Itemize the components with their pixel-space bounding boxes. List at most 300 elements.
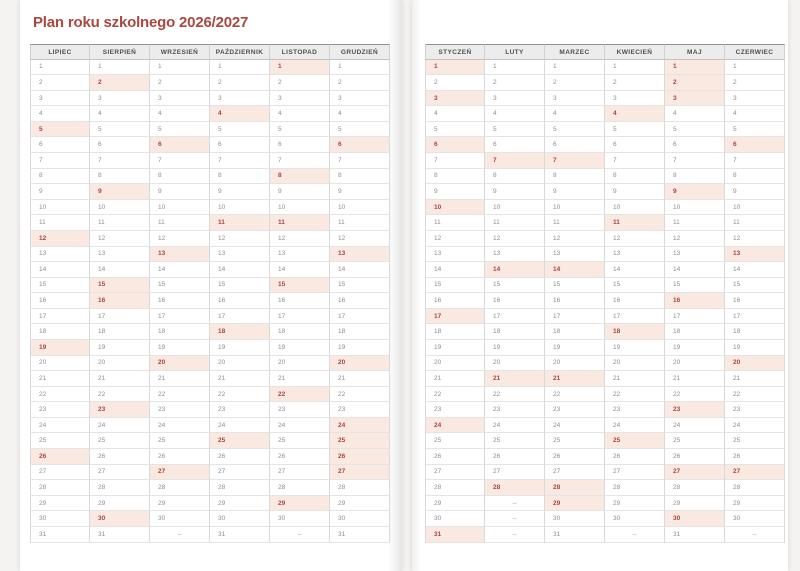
day-cell: 18 (485, 324, 545, 340)
month-header: LISTOPAD (270, 44, 330, 60)
day-cell: 16 (545, 293, 605, 309)
day-cell: 9 (90, 184, 150, 200)
day-cell: 14 (90, 262, 150, 278)
day-cell: 8 (330, 169, 390, 185)
day-cell: 5 (665, 122, 725, 138)
day-cell: 1 (210, 60, 270, 76)
day-cell: 25 (270, 433, 330, 449)
day-cell: 2 (545, 75, 605, 91)
day-cell: 4 (485, 106, 545, 122)
day-cell: 5 (605, 122, 665, 138)
day-cell: 22 (425, 387, 485, 403)
day-cell: 20 (665, 356, 725, 372)
day-cell: 31 (330, 527, 390, 543)
day-cell: 16 (605, 293, 665, 309)
day-cell: 3 (330, 91, 390, 107)
day-cell: 31 (90, 527, 150, 543)
day-cell: 25 (665, 433, 725, 449)
day-cell: 20 (330, 356, 390, 372)
day-cell: 27 (605, 465, 665, 481)
day-cell: 27 (150, 465, 210, 481)
day-cell: 28 (485, 480, 545, 496)
day-cell: 22 (30, 387, 90, 403)
day-cell: 10 (210, 200, 270, 216)
day-cell: 24 (605, 418, 665, 434)
day-cell: 10 (270, 200, 330, 216)
day-cell: 22 (545, 387, 605, 403)
day-cell: 4 (330, 106, 390, 122)
day-cell: 27 (90, 465, 150, 481)
day-cell: 6 (210, 137, 270, 153)
day-cell: 13 (485, 247, 545, 263)
day-cell: 12 (270, 231, 330, 247)
day-cell: 25 (725, 433, 785, 449)
day-cell: 4 (425, 106, 485, 122)
day-cell: 24 (90, 418, 150, 434)
day-cell: 27 (485, 465, 545, 481)
day-cell: 25 (425, 433, 485, 449)
day-cell: 5 (150, 122, 210, 138)
day-cell: 22 (210, 387, 270, 403)
day-cell: 11 (665, 215, 725, 231)
day-cell: 12 (210, 231, 270, 247)
month-header: LUTY (485, 44, 545, 60)
day-cell: 6 (150, 137, 210, 153)
day-cell: 20 (150, 356, 210, 372)
day-cell: 20 (485, 356, 545, 372)
day-cell: 5 (725, 122, 785, 138)
day-cell: 24 (485, 418, 545, 434)
day-cell: 25 (605, 433, 665, 449)
day-cell: 18 (665, 324, 725, 340)
day-cell: 23 (30, 402, 90, 418)
day-cell: 4 (30, 106, 90, 122)
day-cell: 11 (270, 215, 330, 231)
day-cell: 11 (30, 215, 90, 231)
day-cell: 4 (270, 106, 330, 122)
day-cell: 12 (725, 231, 785, 247)
day-cell: 30 (150, 511, 210, 527)
day-cell: 31 (665, 527, 725, 543)
day-cell: 3 (90, 91, 150, 107)
day-cell: 14 (485, 262, 545, 278)
day-cell: 18 (210, 324, 270, 340)
day-cell: 15 (210, 278, 270, 294)
day-cell: 17 (30, 309, 90, 325)
day-cell: 22 (330, 387, 390, 403)
day-cell: 30 (725, 511, 785, 527)
day-cell: 30 (30, 511, 90, 527)
day-cell: 8 (485, 169, 545, 185)
day-cell: 14 (425, 262, 485, 278)
day-cell: 29 (605, 496, 665, 512)
day-cell: 14 (210, 262, 270, 278)
day-cell: 24 (150, 418, 210, 434)
month-header: STYCZEŃ (425, 44, 485, 60)
month-header: MAJ (665, 44, 725, 60)
day-cell: 21 (270, 371, 330, 387)
day-cell: 20 (605, 356, 665, 372)
day-cell: 2 (605, 75, 665, 91)
day-cell: 1 (270, 60, 330, 76)
day-cell: 20 (725, 356, 785, 372)
day-cell: 23 (545, 402, 605, 418)
day-cell: 11 (210, 215, 270, 231)
day-cell: 4 (545, 106, 605, 122)
day-cell: 22 (485, 387, 545, 403)
day-cell: 19 (485, 340, 545, 356)
day-cell: 13 (90, 247, 150, 263)
day-cell: 26 (605, 449, 665, 465)
day-cell: 1 (605, 60, 665, 76)
day-cell: 20 (90, 356, 150, 372)
day-cell: – (270, 527, 330, 543)
day-cell: 29 (270, 496, 330, 512)
day-cell: 10 (545, 200, 605, 216)
day-cell: 21 (485, 371, 545, 387)
day-cell: 30 (605, 511, 665, 527)
day-cell: 7 (90, 153, 150, 169)
day-cell: 26 (90, 449, 150, 465)
day-cell: 3 (725, 91, 785, 107)
day-cell: 4 (150, 106, 210, 122)
day-cell: 18 (725, 324, 785, 340)
day-cell: 28 (665, 480, 725, 496)
day-cell: 7 (30, 153, 90, 169)
day-cell: 24 (665, 418, 725, 434)
day-cell: 1 (90, 60, 150, 76)
day-cell: 21 (150, 371, 210, 387)
day-cell: 30 (545, 511, 605, 527)
day-cell: 18 (425, 324, 485, 340)
day-cell: 26 (150, 449, 210, 465)
day-cell: 30 (210, 511, 270, 527)
day-cell: 2 (270, 75, 330, 91)
day-cell: 24 (425, 418, 485, 434)
day-cell: 16 (725, 293, 785, 309)
day-cell: 28 (270, 480, 330, 496)
day-cell: 23 (90, 402, 150, 418)
day-cell: 3 (665, 91, 725, 107)
day-cell: 14 (270, 262, 330, 278)
day-cell: 2 (665, 75, 725, 91)
day-cell: 12 (665, 231, 725, 247)
day-cell: 21 (210, 371, 270, 387)
day-cell: 24 (330, 418, 390, 434)
day-cell: 28 (150, 480, 210, 496)
day-cell: 20 (210, 356, 270, 372)
day-cell: 25 (210, 433, 270, 449)
day-cell: 2 (485, 75, 545, 91)
day-cell: 25 (90, 433, 150, 449)
day-cell: 19 (330, 340, 390, 356)
month-header: SIERPIEŃ (90, 44, 150, 60)
day-cell: 17 (425, 309, 485, 325)
day-cell: 29 (665, 496, 725, 512)
day-cell: 15 (665, 278, 725, 294)
day-cell: 13 (545, 247, 605, 263)
day-cell: 9 (30, 184, 90, 200)
calendar-jan-jun (425, 44, 785, 543)
day-cell: 7 (725, 153, 785, 169)
day-cell: 13 (425, 247, 485, 263)
day-cell: 28 (90, 480, 150, 496)
day-cell: 7 (485, 153, 545, 169)
day-cell: 21 (30, 371, 90, 387)
day-cell: 27 (270, 465, 330, 481)
day-cell: 10 (665, 200, 725, 216)
day-cell: 18 (150, 324, 210, 340)
day-cell: 22 (725, 387, 785, 403)
day-cell: 17 (605, 309, 665, 325)
day-cell: 26 (725, 449, 785, 465)
day-cell: 3 (485, 91, 545, 107)
day-cell: 4 (90, 106, 150, 122)
day-cell: 31 (425, 527, 485, 543)
day-cell: 26 (210, 449, 270, 465)
day-cell: 6 (270, 137, 330, 153)
day-cell: 8 (90, 169, 150, 185)
day-cell: 25 (330, 433, 390, 449)
day-cell: 15 (545, 278, 605, 294)
day-cell: 3 (425, 91, 485, 107)
day-cell: 24 (30, 418, 90, 434)
day-cell: 6 (90, 137, 150, 153)
day-cell: 12 (605, 231, 665, 247)
day-cell: 30 (665, 511, 725, 527)
day-cell: 3 (270, 91, 330, 107)
day-cell: 13 (270, 247, 330, 263)
day-cell: 15 (725, 278, 785, 294)
day-cell: 29 (545, 496, 605, 512)
day-cell: 13 (30, 247, 90, 263)
day-cell: 30 (270, 511, 330, 527)
day-cell: 4 (605, 106, 665, 122)
day-cell: 22 (605, 387, 665, 403)
day-cell: 11 (725, 215, 785, 231)
day-cell: 15 (270, 278, 330, 294)
day-cell: 9 (150, 184, 210, 200)
day-cell: 14 (150, 262, 210, 278)
month-header: KWIECIEŃ (605, 44, 665, 60)
day-cell: 21 (90, 371, 150, 387)
day-cell: 11 (150, 215, 210, 231)
day-cell: 9 (485, 184, 545, 200)
day-cell: 4 (210, 106, 270, 122)
day-cell: 12 (425, 231, 485, 247)
day-cell: 26 (330, 449, 390, 465)
day-cell: 10 (725, 200, 785, 216)
day-cell: 30 (425, 511, 485, 527)
day-cell: 14 (665, 262, 725, 278)
day-cell: 21 (330, 371, 390, 387)
day-cell: 19 (30, 340, 90, 356)
day-cell: 12 (485, 231, 545, 247)
month-header: CZERWIEC (725, 44, 785, 60)
day-cell: 13 (150, 247, 210, 263)
day-cell: 27 (30, 465, 90, 481)
day-cell: 26 (485, 449, 545, 465)
day-cell: 5 (30, 122, 90, 138)
day-cell: 29 (210, 496, 270, 512)
day-cell: 9 (330, 184, 390, 200)
day-cell: 7 (425, 153, 485, 169)
day-cell: 6 (605, 137, 665, 153)
day-cell: 1 (485, 60, 545, 76)
day-cell: 23 (330, 402, 390, 418)
day-cell: 25 (485, 433, 545, 449)
day-cell: 26 (545, 449, 605, 465)
day-cell: 28 (725, 480, 785, 496)
day-cell: 7 (150, 153, 210, 169)
day-cell: 31 (210, 527, 270, 543)
day-cell: 20 (425, 356, 485, 372)
day-cell: 17 (725, 309, 785, 325)
day-cell: – (150, 527, 210, 543)
day-cell: 11 (90, 215, 150, 231)
day-cell: 15 (150, 278, 210, 294)
day-cell: 23 (425, 402, 485, 418)
day-cell: 23 (210, 402, 270, 418)
day-cell: 7 (605, 153, 665, 169)
day-cell: 16 (425, 293, 485, 309)
day-cell: 21 (665, 371, 725, 387)
day-cell: 19 (425, 340, 485, 356)
day-cell: 23 (605, 402, 665, 418)
day-cell: 16 (150, 293, 210, 309)
day-cell: 28 (330, 480, 390, 496)
day-cell: 11 (605, 215, 665, 231)
day-cell: – (725, 527, 785, 543)
day-cell: 14 (30, 262, 90, 278)
day-cell: 17 (210, 309, 270, 325)
day-cell: 15 (425, 278, 485, 294)
day-cell: 26 (665, 449, 725, 465)
day-cell: 15 (90, 278, 150, 294)
day-cell: 10 (330, 200, 390, 216)
day-cell: 18 (605, 324, 665, 340)
day-cell: 8 (210, 169, 270, 185)
day-cell: 20 (545, 356, 605, 372)
day-cell: 23 (665, 402, 725, 418)
day-cell: 8 (605, 169, 665, 185)
day-cell: 17 (270, 309, 330, 325)
day-cell: 13 (605, 247, 665, 263)
day-cell: 6 (30, 137, 90, 153)
day-cell: 8 (665, 169, 725, 185)
day-cell: 21 (725, 371, 785, 387)
day-cell: 16 (30, 293, 90, 309)
day-cell: 19 (270, 340, 330, 356)
day-cell: 9 (605, 184, 665, 200)
day-cell: 29 (150, 496, 210, 512)
day-cell: 22 (665, 387, 725, 403)
day-cell: 17 (330, 309, 390, 325)
day-cell: 29 (425, 496, 485, 512)
day-cell: – (485, 511, 545, 527)
day-cell: 23 (270, 402, 330, 418)
day-cell: 12 (90, 231, 150, 247)
day-cell: 7 (545, 153, 605, 169)
day-cell: 31 (545, 527, 605, 543)
day-cell: 19 (90, 340, 150, 356)
day-cell: 2 (30, 75, 90, 91)
day-cell: 30 (90, 511, 150, 527)
day-cell: 8 (545, 169, 605, 185)
day-cell: 10 (90, 200, 150, 216)
day-cell: 28 (425, 480, 485, 496)
day-cell: 20 (270, 356, 330, 372)
day-cell: 19 (725, 340, 785, 356)
day-cell: 6 (725, 137, 785, 153)
day-cell: 1 (665, 60, 725, 76)
day-cell: 26 (270, 449, 330, 465)
day-cell: 29 (90, 496, 150, 512)
day-cell: 22 (270, 387, 330, 403)
day-cell: 11 (485, 215, 545, 231)
day-cell: 25 (30, 433, 90, 449)
day-cell: 27 (210, 465, 270, 481)
day-cell: 26 (425, 449, 485, 465)
day-cell: 25 (545, 433, 605, 449)
day-cell: 18 (330, 324, 390, 340)
day-cell: 6 (425, 137, 485, 153)
day-cell: 5 (425, 122, 485, 138)
day-cell: 17 (90, 309, 150, 325)
day-cell: 6 (485, 137, 545, 153)
day-cell: 19 (210, 340, 270, 356)
day-cell: – (605, 527, 665, 543)
day-cell: 16 (210, 293, 270, 309)
day-cell: 19 (605, 340, 665, 356)
day-cell: 18 (545, 324, 605, 340)
page-title: Plan roku szkolnego 2026/2027 (33, 14, 249, 31)
month-header: GRUDZIEŃ (330, 44, 390, 60)
day-cell: 5 (330, 122, 390, 138)
day-cell: 27 (725, 465, 785, 481)
day-cell: 27 (425, 465, 485, 481)
day-cell: 21 (425, 371, 485, 387)
day-cell: 12 (150, 231, 210, 247)
day-cell: 28 (545, 480, 605, 496)
day-cell: 1 (150, 60, 210, 76)
day-cell: 28 (210, 480, 270, 496)
day-cell: 3 (210, 91, 270, 107)
day-cell: 16 (485, 293, 545, 309)
day-cell: 9 (545, 184, 605, 200)
day-cell: 29 (330, 496, 390, 512)
day-cell: 7 (270, 153, 330, 169)
day-cell: 6 (545, 137, 605, 153)
day-cell: 8 (30, 169, 90, 185)
day-cell: 5 (485, 122, 545, 138)
day-cell: 30 (330, 511, 390, 527)
day-cell: 7 (665, 153, 725, 169)
day-cell: 27 (665, 465, 725, 481)
day-cell: 29 (725, 496, 785, 512)
day-cell: 15 (485, 278, 545, 294)
day-cell: 27 (545, 465, 605, 481)
day-cell: 14 (725, 262, 785, 278)
day-cell: 23 (150, 402, 210, 418)
day-cell: 6 (330, 137, 390, 153)
day-cell: 2 (90, 75, 150, 91)
day-cell: 26 (30, 449, 90, 465)
day-cell: 14 (605, 262, 665, 278)
day-cell: 11 (425, 215, 485, 231)
day-cell: 15 (330, 278, 390, 294)
day-cell: – (485, 527, 545, 543)
